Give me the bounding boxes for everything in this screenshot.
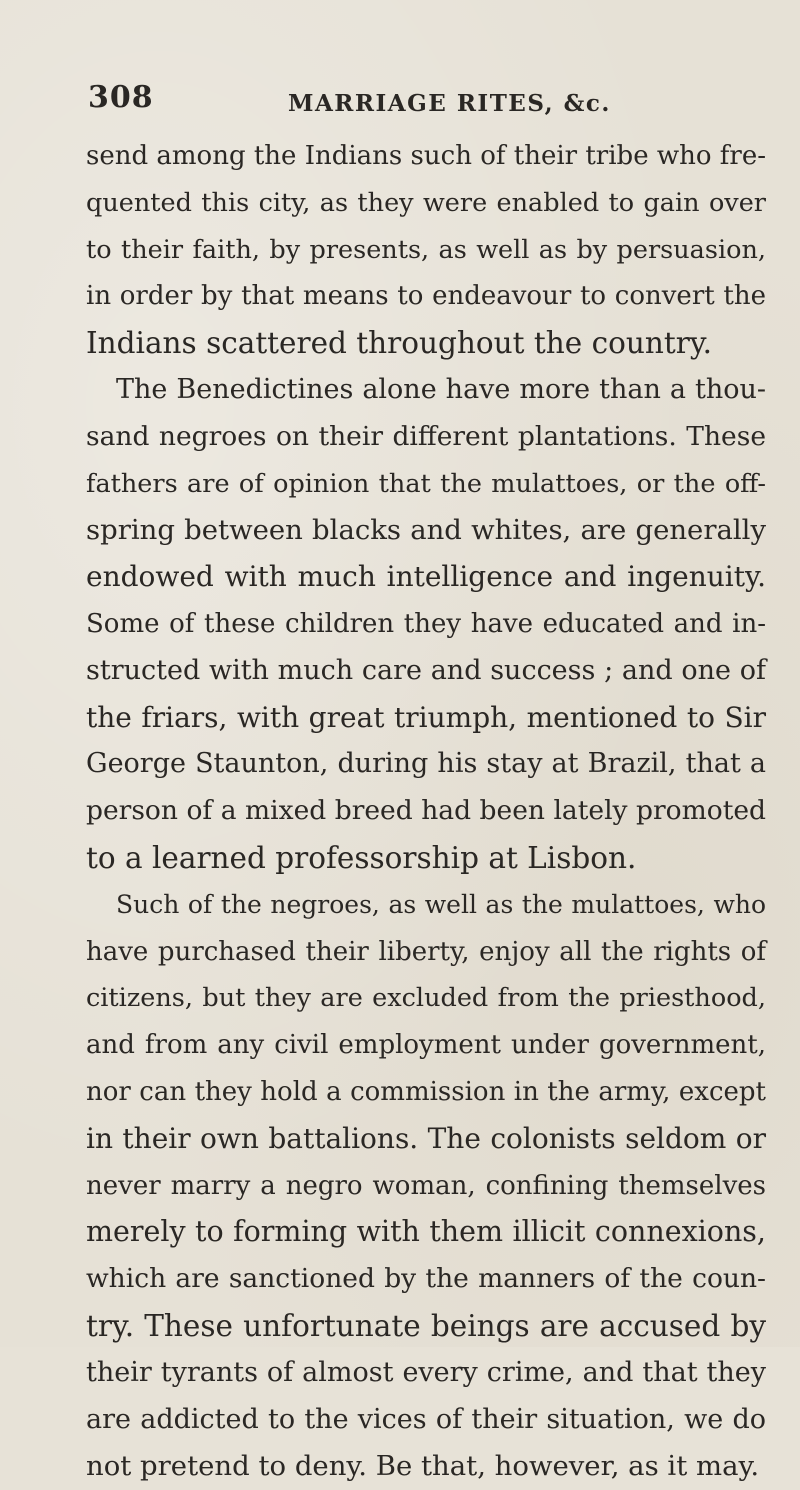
running-head (88, 80, 740, 120)
text-line: merely to forming with them illicit connexions, (86, 1215, 766, 1249)
text-line: try. These unfortunate beings are accused by (86, 1308, 766, 1343)
text-line: George Staunton, during his stay at Brazil, that a (86, 748, 766, 780)
text-line: not pretend to deny. Be that, however, as it may. (86, 1450, 760, 1483)
text-line: to a learned professorship at Lisbon. (86, 840, 637, 875)
text-line: are addicted to the vices of their situation, we do (86, 1403, 766, 1435)
text-line: The Benedictines alone have more than a thou- (116, 373, 766, 405)
text-line: send among the Indians such of their tribe who fre- (86, 141, 766, 171)
text-line: endowed with much intelligence and ingenuity. (86, 560, 766, 594)
text-line: their tyrants of almost every crime, and that they (86, 1356, 766, 1388)
text-line: citizens, but they are excluded from the priesthood, (86, 983, 766, 1014)
running-title: MARRIAGE RITES, &c. (288, 90, 611, 117)
text-line: spring between blacks and whites, are generally (86, 514, 766, 547)
text-line: sand negroes on their different plantations. These (86, 420, 766, 452)
text-line: structed with much care and success ; and one of (86, 654, 766, 686)
text-line: person of a mixed breed had been lately promoted (86, 795, 766, 827)
text-line: quented this city, as they were enabled to gain over (86, 187, 766, 218)
text-line: in order by that means to endeavour to convert the (86, 281, 766, 312)
text-line: nor can they hold a commission in the army, except (86, 1076, 766, 1107)
text-line: Some of these children they have educated and in- (86, 608, 766, 639)
text-line: fathers are of opinion that the mulattoes, or the off- (86, 468, 766, 499)
text-line: have purchased their liberty, enjoy all the rights of (86, 936, 766, 967)
text-line: Such of the negroes, as well as the mulattoes, who (116, 889, 766, 919)
text-line: the friars, with great triumph, mentioned to Sir (86, 700, 766, 734)
text-line: and from any civil employment under government, (86, 1030, 766, 1061)
body-text (86, 133, 766, 1490)
text-line: to their faith, by presents, as well as by persuasion, (86, 234, 766, 265)
page-number: 308 (88, 80, 154, 115)
text-line: in their own battalions. The colonists seldom or (86, 1121, 766, 1155)
text-line: which are sanctioned by the manners of the coun- (86, 1263, 766, 1295)
text-line: Indians scattered throughout the country. (86, 326, 712, 361)
text-line: never marry a negro woman, confining themselves (86, 1170, 766, 1201)
